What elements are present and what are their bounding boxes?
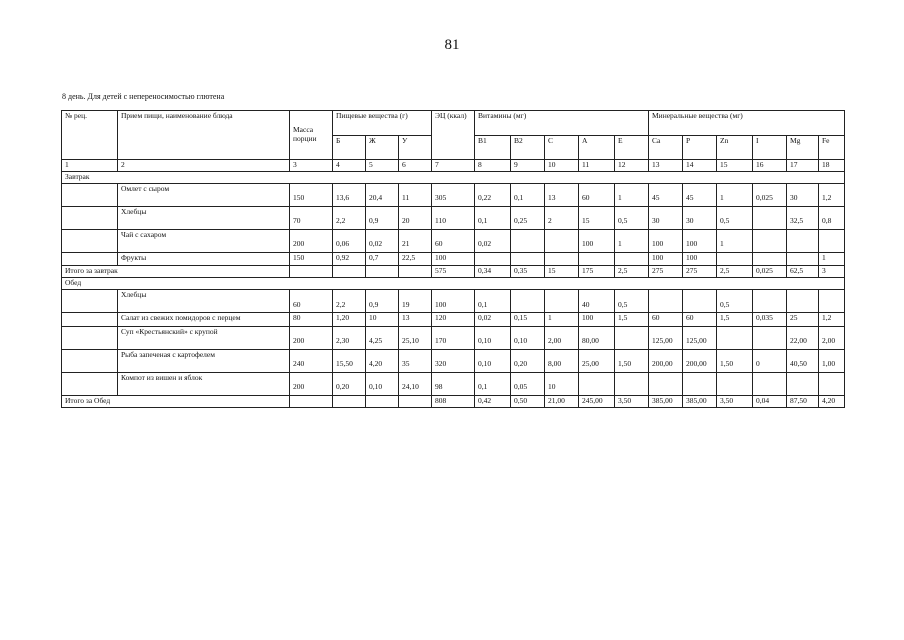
column-number: 16 [753,160,787,172]
value-cell: 1,50 [717,349,753,372]
value-cell [615,252,649,266]
value-cell: 2,2 [333,290,366,313]
value-cell: 100 [579,313,615,327]
total-value: 21,00 [545,395,579,407]
value-cell: 30 [787,183,819,206]
value-cell: 2,00 [545,326,579,349]
value-cell: 1 [717,183,753,206]
dish-name: Хлебцы [118,206,290,229]
value-cell [787,229,819,252]
value-cell [615,326,649,349]
value-cell: 35 [399,349,432,372]
value-cell [787,252,819,266]
value-cell: 2,2 [333,206,366,229]
dish-name: Компот из вишен и яблок [118,372,290,395]
value-cell: 150 [290,252,333,266]
value-cell: 125,00 [649,326,683,349]
value-cell [819,372,845,395]
value-cell: 4,20 [366,349,399,372]
column-number: 10 [545,160,579,172]
value-cell: 8,00 [545,349,579,372]
total-value: 0,34 [475,266,511,278]
value-cell [511,229,545,252]
value-cell: 0,9 [366,206,399,229]
value-cell: 110 [432,206,475,229]
total-value: 0,35 [511,266,545,278]
dish-row [62,229,845,252]
value-cell: 1 [615,183,649,206]
value-cell [753,252,787,266]
value-cell: 0,15 [511,313,545,327]
value-cell: 150 [290,183,333,206]
header-rec-no: № рец. [62,111,118,160]
value-cell: 25 [787,313,819,327]
subheader-cell: У [399,136,432,160]
value-cell [753,290,787,313]
value-cell: 0,20 [333,372,366,395]
value-cell: 200 [290,229,333,252]
value-cell: 0,5 [615,290,649,313]
subheader-cell: Ca [649,136,683,160]
value-cell: 0,10 [475,349,511,372]
value-cell: 100 [432,290,475,313]
page-number: 81 [444,37,460,53]
value-cell: 0,10 [475,326,511,349]
value-cell: 11 [399,183,432,206]
value-cell [753,229,787,252]
value-cell: 80 [290,313,333,327]
value-cell [753,326,787,349]
value-cell: 0,06 [333,229,366,252]
value-cell: 40,50 [787,349,819,372]
value-cell: 20 [399,206,432,229]
value-cell: 170 [432,326,475,349]
dish-name: Суп «Крестьянский» с крупой [118,326,290,349]
value-cell: 22,00 [787,326,819,349]
empty-cell [399,266,432,278]
value-cell: 125,00 [683,326,717,349]
total-value: 87,50 [787,395,819,407]
value-cell: 0,02 [475,229,511,252]
value-cell: 0,035 [753,313,787,327]
rec-no-cell [62,252,118,266]
value-cell [615,372,649,395]
value-cell [649,372,683,395]
header-minerals: Минеральные вещества (мг) [649,111,845,136]
column-number: 15 [717,160,753,172]
value-cell: 10 [366,313,399,327]
dish-row [62,372,845,395]
subheader-cell: P [683,136,717,160]
value-cell: 98 [432,372,475,395]
subheader-cell: Zn [717,136,753,160]
value-cell: 0,5 [615,206,649,229]
value-cell: 305 [432,183,475,206]
value-cell: 0,92 [333,252,366,266]
subheader-cell: Ж [366,136,399,160]
total-value: 15 [545,266,579,278]
value-cell: 25,10 [399,326,432,349]
dish-row [62,313,845,327]
dish-name: Чай с сахаром [118,229,290,252]
column-number: 9 [511,160,545,172]
value-cell [753,206,787,229]
header-nutrients: Пищевые вещества (г) [333,111,432,136]
value-cell: 1 [717,229,753,252]
value-cell: 22,5 [399,252,432,266]
total-value: 275 [683,266,717,278]
column-number: 17 [787,160,819,172]
total-value: 3,50 [717,395,753,407]
header-portion: Масса порции [290,111,333,160]
value-cell: 10 [545,372,579,395]
value-cell [511,252,545,266]
column-number: 2 [118,160,290,172]
value-cell [683,372,717,395]
total-value: 245,00 [579,395,615,407]
value-cell: 30 [683,206,717,229]
value-cell: 0,1 [511,183,545,206]
value-cell: 2,30 [333,326,366,349]
section-row [62,278,845,290]
value-cell: 100 [649,252,683,266]
rec-no-cell [62,183,118,206]
value-cell: 0,02 [475,313,511,327]
value-cell: 200,00 [683,349,717,372]
value-cell: 21 [399,229,432,252]
dish-row [62,252,845,266]
value-cell [545,229,579,252]
value-cell: 2 [545,206,579,229]
value-cell: 13 [399,313,432,327]
rec-no-cell [62,290,118,313]
value-cell: 24,10 [399,372,432,395]
total-value: 2,5 [717,266,753,278]
total-value: 3,50 [615,395,649,407]
subheader-cell: Е [615,136,649,160]
table-caption: 8 день. Для детей с непереносимостью глютена [62,92,225,101]
empty-cell [366,395,399,407]
value-cell: 100 [683,229,717,252]
value-cell: 13 [545,183,579,206]
total-value: 3 [819,266,845,278]
total-value: 0,025 [753,266,787,278]
column-number: 4 [333,160,366,172]
subheader-cell: С [545,136,579,160]
rec-no-cell [62,313,118,327]
dish-row [62,349,845,372]
value-cell: 32,5 [787,206,819,229]
total-value: 0,42 [475,395,511,407]
empty-cell [366,266,399,278]
dish-name: Омлет с сыром [118,183,290,206]
value-cell: 0,25 [511,206,545,229]
column-number: 13 [649,160,683,172]
header-vitamins: Витамины (мг) [475,111,649,136]
value-cell: 1,2 [819,313,845,327]
value-cell [579,372,615,395]
dish-row [62,206,845,229]
value-cell: 200 [290,372,333,395]
value-cell [787,290,819,313]
column-number: 1 [62,160,118,172]
value-cell [787,372,819,395]
value-cell: 70 [290,206,333,229]
value-cell: 1,2 [819,183,845,206]
total-value: 4,20 [819,395,845,407]
header-energy: ЭЦ (ккал) [432,111,475,160]
value-cell: 0,7 [366,252,399,266]
total-value: 0,50 [511,395,545,407]
value-cell: 1 [615,229,649,252]
value-cell: 60 [649,313,683,327]
value-cell: 0,5 [717,290,753,313]
empty-cell [399,395,432,407]
value-cell: 15 [579,206,615,229]
column-number: 14 [683,160,717,172]
empty-cell [290,395,333,407]
value-cell: 100 [649,229,683,252]
dish-name: Рыба запеченая с картофелем [118,349,290,372]
total-value: 0,04 [753,395,787,407]
value-cell: 240 [290,349,333,372]
value-cell: 0,22 [475,183,511,206]
value-cell: 60 [579,183,615,206]
value-cell: 100 [579,229,615,252]
value-cell: 20,4 [366,183,399,206]
dish-row [62,290,845,313]
section-row [62,171,845,183]
empty-cell [333,395,366,407]
total-value: 575 [432,266,475,278]
rec-no-cell [62,372,118,395]
value-cell: 0,5 [717,206,753,229]
menu-table [61,110,845,408]
empty-cell [333,266,366,278]
column-number: 5 [366,160,399,172]
value-cell: 120 [432,313,475,327]
rec-no-cell [62,349,118,372]
value-cell: 100 [432,252,475,266]
value-cell: 60 [683,313,717,327]
value-cell: 0,10 [511,326,545,349]
rec-no-cell [62,326,118,349]
value-cell [819,229,845,252]
value-cell: 15,50 [333,349,366,372]
value-cell: 4,25 [366,326,399,349]
total-value: 275 [649,266,683,278]
total-row [62,395,845,407]
value-cell [579,252,615,266]
value-cell: 45 [683,183,717,206]
value-cell [753,372,787,395]
subheader-cell: I [753,136,787,160]
column-number-row [62,160,845,172]
subheader-cell: Mg [787,136,819,160]
value-cell [475,252,511,266]
total-value: 2,5 [615,266,649,278]
dish-row [62,326,845,349]
total-label: Итого за завтрак [62,266,290,278]
value-cell [649,290,683,313]
value-cell: 45 [649,183,683,206]
value-cell: 200,00 [649,349,683,372]
subheader-cell: В1 [475,136,511,160]
value-cell: 13,6 [333,183,366,206]
value-cell: 1,20 [333,313,366,327]
total-label: Итого за Обед [62,395,290,407]
value-cell: 60 [432,229,475,252]
subheader-cell: В2 [511,136,545,160]
value-cell: 80,00 [579,326,615,349]
value-cell: 0,1 [475,206,511,229]
value-cell [545,290,579,313]
empty-cell [290,266,333,278]
value-cell: 1,5 [717,313,753,327]
column-number: 12 [615,160,649,172]
header-meal-dish: Прием пищи, наименование блюда [118,111,290,160]
value-cell: 1,5 [615,313,649,327]
total-value: 62,5 [787,266,819,278]
dish-name: Хлебцы [118,290,290,313]
value-cell: 0,10 [366,372,399,395]
value-cell: 19 [399,290,432,313]
column-number: 6 [399,160,432,172]
total-value: 385,00 [683,395,717,407]
value-cell: 40 [579,290,615,313]
rec-no-cell [62,206,118,229]
value-cell: 30 [649,206,683,229]
value-cell: 0,025 [753,183,787,206]
subheader-cell: Fe [819,136,845,160]
value-cell: 1 [545,313,579,327]
dish-row [62,183,845,206]
dish-name: Фрукты [118,252,290,266]
subheader-cell: А [579,136,615,160]
value-cell: 1 [819,252,845,266]
value-cell [717,326,753,349]
value-cell: 0,02 [366,229,399,252]
value-cell: 1,00 [819,349,845,372]
value-cell: 320 [432,349,475,372]
value-cell [717,252,753,266]
value-cell [511,290,545,313]
value-cell: 0,9 [366,290,399,313]
total-row [62,266,845,278]
column-number: 7 [432,160,475,172]
value-cell [683,290,717,313]
value-cell: 2,00 [819,326,845,349]
value-cell: 0,05 [511,372,545,395]
value-cell: 60 [290,290,333,313]
value-cell: 0 [753,349,787,372]
value-cell [819,290,845,313]
value-cell [545,252,579,266]
column-number: 18 [819,160,845,172]
total-value: 808 [432,395,475,407]
total-value: 385,00 [649,395,683,407]
value-cell: 25,00 [579,349,615,372]
section-title: Завтрак [62,171,845,183]
value-cell: 200 [290,326,333,349]
column-number: 11 [579,160,615,172]
value-cell: 1,50 [615,349,649,372]
total-value: 175 [579,266,615,278]
column-number: 3 [290,160,333,172]
value-cell: 100 [683,252,717,266]
rec-no-cell [62,229,118,252]
dish-name: Салат из свежих помидоров с перцем [118,313,290,327]
section-title: Обед [62,278,845,290]
subheader-cell: Б [333,136,366,160]
column-number: 8 [475,160,511,172]
value-cell: 0,1 [475,372,511,395]
value-cell: 0,20 [511,349,545,372]
value-cell: 0,1 [475,290,511,313]
value-cell [717,372,753,395]
value-cell: 0,8 [819,206,845,229]
